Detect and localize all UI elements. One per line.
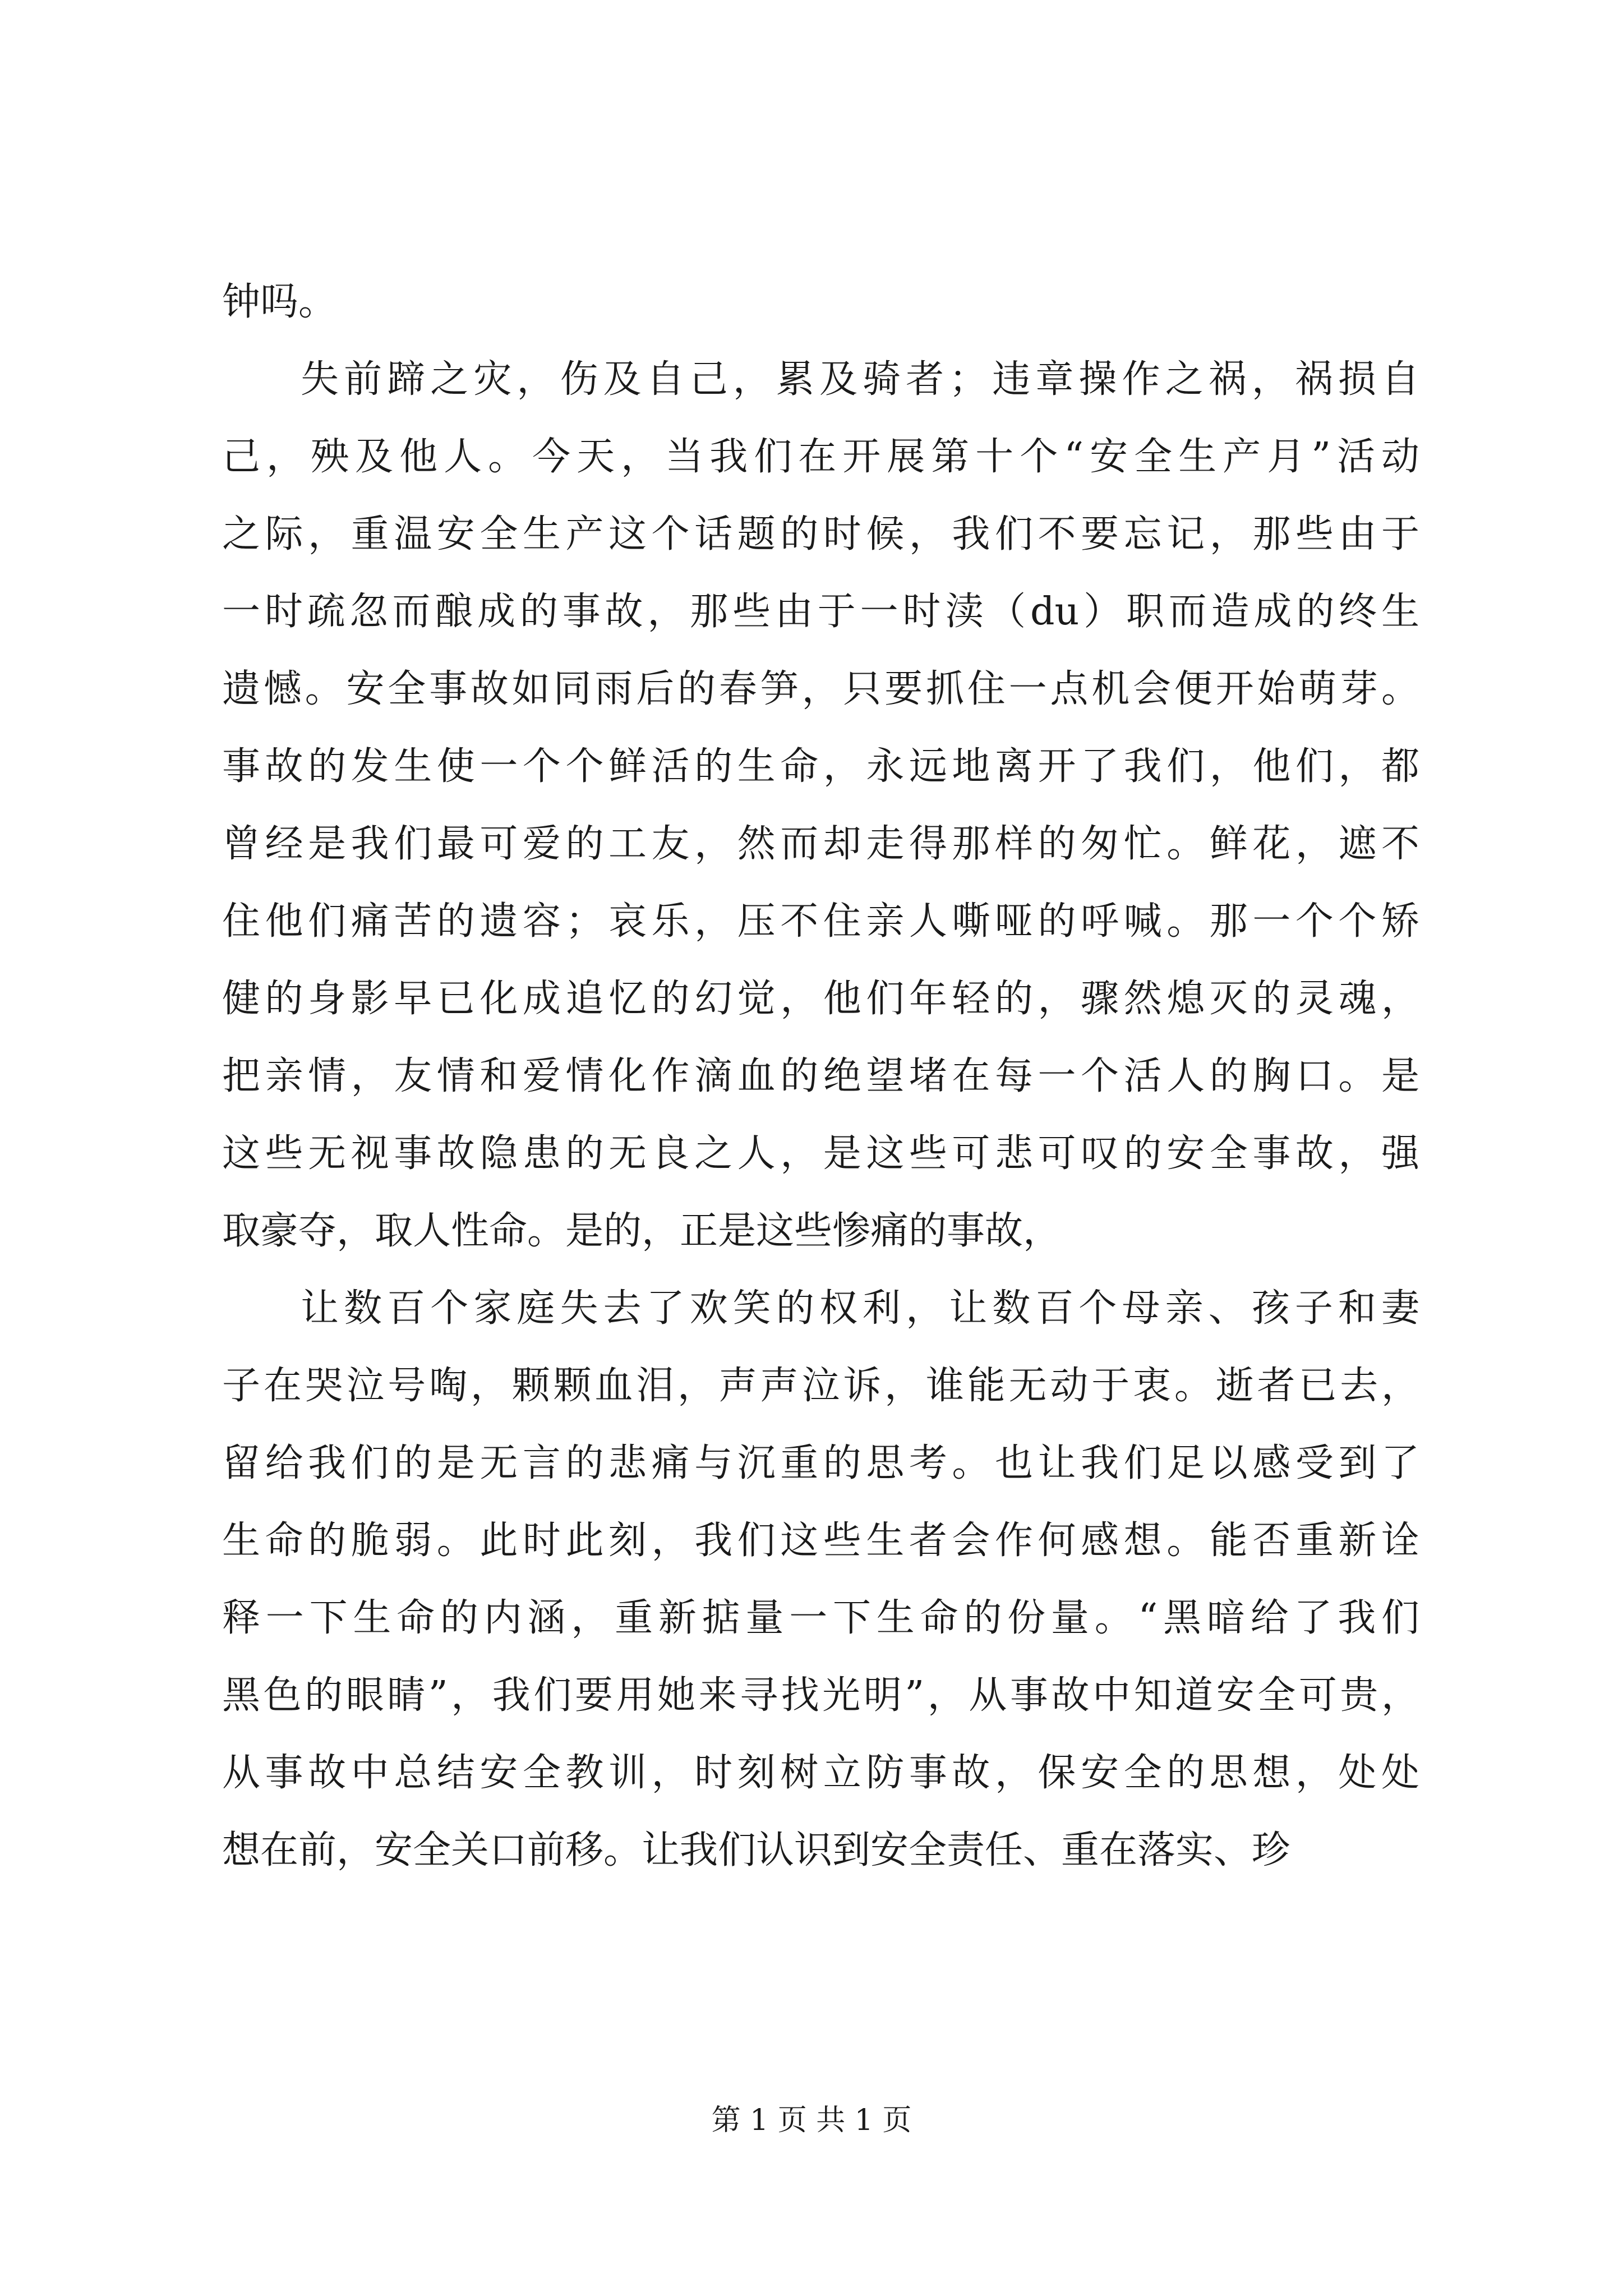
paragraph: [222, 1270, 1419, 1889]
text-line: 想在前，安全关口前移。让我们认识到安全责任、重在落实、珍: [222, 1828, 1290, 1872]
text-line: 取豪夺，取人性命。是的，正是这些惨痛的事故，: [222, 1209, 1062, 1253]
text-line: 曾经是我们最可爱的工友，然而却走得那样的匆忙。鲜花，遮不: [222, 822, 1419, 866]
text-line: 生命的脆弱。此时此刻，我们这些生者会作何感想。能否重新诠: [222, 1519, 1419, 1563]
text-line: 健的身影早已化成追忆的幻觉，他们年轻的，骤然熄灭的灵魂，: [222, 977, 1419, 1021]
text-line: 住他们痛苦的遗容；哀乐，压不住亲人嘶哑的呼喊。那一个个矫: [222, 899, 1419, 944]
paragraph: [222, 341, 1419, 1270]
text-line: 失前蹄之灾，伤及自己，累及骑者；违章操作之祸，祸损自: [301, 357, 1419, 402]
text-line: 一时疏忽而酿成的事故，那些由于一时渎（du）职而造成的终生: [222, 590, 1419, 634]
text-line: 释一下生命的内涵，重新掂量一下生命的份量。“黑暗给了我们: [222, 1596, 1419, 1640]
text-line: 留给我们的是无言的悲痛与沉重的思考。也让我们足以感受到了: [222, 1441, 1419, 1485]
text-line: 从事故中总结安全教训，时刻树立防事故，保安全的思想，处处: [222, 1751, 1419, 1795]
text-line: 黑色的眼睛”，我们要用她来寻找光明”，从事故中知道安全可贵，: [222, 1673, 1419, 1718]
text-line: 遗憾。安全事故如同雨后的春笋，只要抓住一点机会便开始萌芽。: [222, 667, 1419, 711]
paragraph: [222, 264, 1419, 341]
text-line: 让数百个家庭失去了欢笑的权利，让数百个母亲、孩子和妻: [301, 1286, 1419, 1331]
document-body: [222, 264, 1419, 1889]
text-line: 事故的发生使一个个鲜活的生命，永远地离开了我们，他们，都: [222, 744, 1419, 789]
text-line: 子在哭泣号啕，颗颗血泪，声声泣诉，谁能无动于衷。逝者已去，: [222, 1364, 1419, 1408]
page-footer: 第 1 页 共 1 页: [711, 2104, 912, 2137]
text-line: 之际，重温安全生产这个话题的时候，我们不要忘记，那些由于: [222, 512, 1419, 556]
text-line: 钟吗。: [222, 280, 337, 324]
text-line: 把亲情，友情和爱情化作滴血的绝望堵在每一个活人的胸口。是: [222, 1054, 1419, 1098]
text-line: 己，殃及他人。今天，当我们在开展第十个“安全生产月”活动: [222, 435, 1419, 479]
text-line: 这些无视事故隐患的无良之人，是这些可悲可叹的安全事故，强: [222, 1131, 1419, 1176]
